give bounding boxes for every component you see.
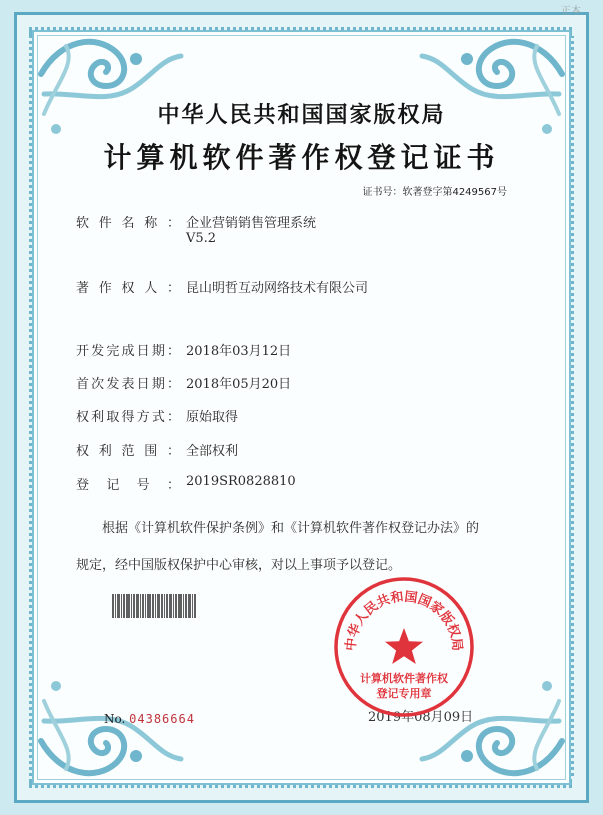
seal-line1: 计算机软件著作权 (360, 672, 448, 685)
seal-line2: 登记专用章 (376, 687, 432, 700)
serial-line (104, 712, 195, 726)
field-value: 2018年05月20日 (186, 377, 292, 392)
field-value: 昆山明哲互动网络技术有限公司 (186, 281, 369, 296)
body-line (76, 510, 546, 547)
field-rights-scope (76, 440, 238, 459)
field-reg-number (76, 474, 296, 493)
field-dev-complete-date (76, 340, 291, 359)
field-label: 登记号： (76, 478, 180, 493)
corner-ornament-icon (36, 671, 186, 781)
field-value-version: V5.2 (186, 231, 217, 246)
field-label: 权利取得方式： (76, 410, 180, 425)
field-first-publish-date (76, 373, 291, 392)
field-software-name (76, 212, 316, 246)
certificate-title: 计算机软件著作权登记证书 (103, 141, 500, 174)
serial-number: 04386664 (129, 712, 195, 726)
certificate-number: 证书号：软著登字第4249567号 (362, 187, 507, 198)
field-value: 全部权利 (186, 444, 239, 459)
seal-arc-path: 中华人民共和国国家版权局 (343, 589, 465, 652)
body-text: 根据《计算机软件保护条例》和《计算机软件著作权登记办法》的 (102, 521, 480, 536)
issuer-title: 中华人民共和国国家版权局 (157, 102, 446, 128)
official-seal (333, 576, 475, 718)
field-owner (76, 277, 368, 296)
field-value-block (186, 212, 316, 246)
field-label: 开发完成日期： (76, 344, 180, 359)
field-acquire-method (76, 406, 238, 425)
field-value: 企业营销销售管理系统 (186, 216, 317, 231)
top-mark: 正本 (561, 6, 581, 17)
body-line: 规定，经中国版权保护中心审核，对以上事项予以登记。 (76, 558, 402, 573)
field-label: 权利范围： (76, 444, 180, 459)
field-label: 软件名称： (76, 216, 180, 231)
field-value: 2018年03月12日 (186, 344, 292, 359)
field-value: 原始取得 (186, 410, 239, 425)
field-label: 首次发表日期： (76, 377, 180, 392)
serial-label: No. (104, 712, 126, 726)
field-label: 著作权人： (76, 281, 180, 296)
star-icon (385, 628, 423, 664)
issue-date: 2019年08月09日 (368, 710, 474, 725)
body-paragraph (76, 510, 546, 584)
field-value: 2019SR0828810 (186, 474, 296, 489)
barcode (112, 594, 210, 618)
